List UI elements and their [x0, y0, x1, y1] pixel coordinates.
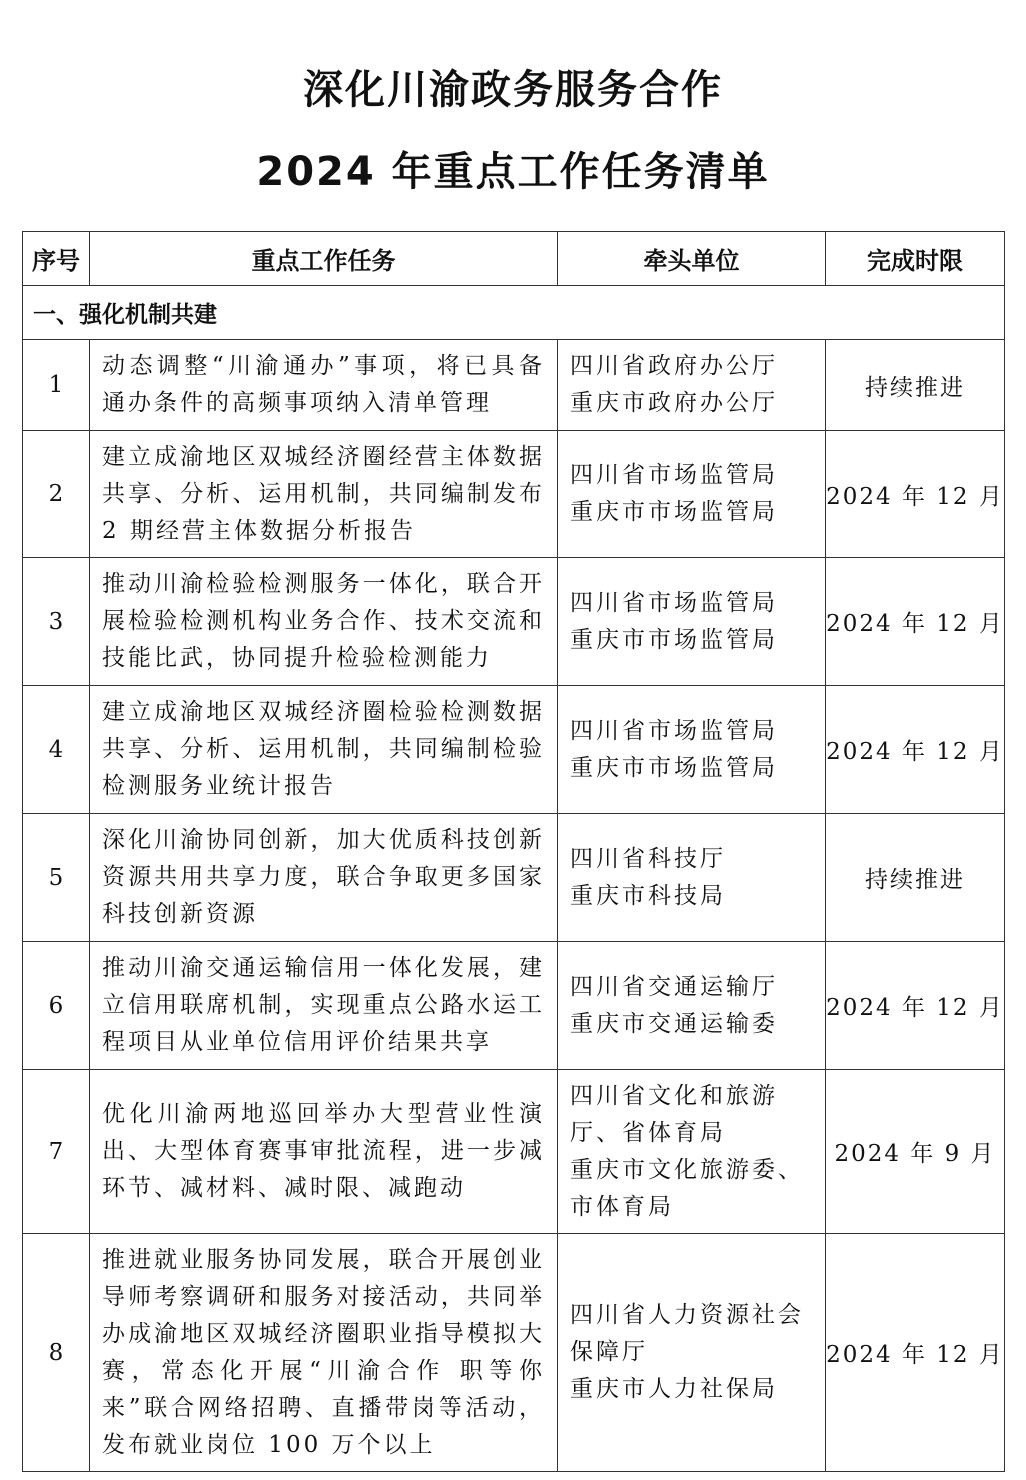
- lead-unit-line: 重庆市政府办公厅: [570, 390, 778, 416]
- row-deadline: 2024 年 12 月: [826, 431, 1005, 558]
- row-task: 建立成渝地区双城经济圈经营主体数据共享、分析、运用机制，共同编制发布 2 期经营主体数据分析报告: [90, 431, 558, 558]
- table-header-row: [23, 232, 1005, 286]
- table-row: [23, 431, 1005, 558]
- row-deadline: 2024 年 12 月: [826, 558, 1005, 686]
- lead-unit-line: 四川省文化和旅游厅、省体育局: [570, 1082, 778, 1146]
- row-lead-unit: [558, 340, 826, 431]
- row-number: 7: [23, 1070, 90, 1234]
- row-number: 4: [23, 686, 90, 814]
- row-deadline: 2024 年 12 月: [826, 942, 1005, 1070]
- lead-unit-line: 四川省市场监管局: [570, 462, 778, 488]
- row-number: 6: [23, 942, 90, 1070]
- row-number: 3: [23, 558, 90, 686]
- header-task: 重点工作任务: [90, 232, 558, 286]
- lead-unit-line: 四川省市场监管局: [570, 717, 778, 744]
- row-lead-unit: [558, 431, 826, 558]
- row-lead-unit: [558, 942, 826, 1070]
- row-task: 推动川渝检验检测服务一体化，联合开展检验检测机构业务合作、技术交流和技能比武，协同提升检验检测能力: [90, 558, 558, 686]
- row-task: 深化川渝协同创新，加大优质科技创新资源共用共享力度，联合争取更多国家科技创新资源: [90, 814, 558, 942]
- page-title-line-1: 深化川渝政务服务合作: [303, 67, 723, 113]
- section-row: [23, 286, 1005, 340]
- section-title: 一、强化机制共建: [23, 286, 1005, 340]
- page-title-line-2: 2024 年重点工作任务清单: [256, 149, 770, 195]
- table-row: [23, 1234, 1005, 1472]
- row-number: 8: [23, 1234, 90, 1472]
- lead-unit-line: 重庆市市场监管局: [570, 626, 778, 653]
- lead-unit-line: 重庆市交通运输委: [570, 1010, 778, 1037]
- row-number: 5: [23, 814, 90, 942]
- lead-unit-line: 重庆市人力社保局: [570, 1376, 778, 1402]
- header-number: 序号: [23, 232, 90, 286]
- header-lead-unit: 牵头单位: [558, 232, 826, 286]
- row-task: 推进就业服务协同发展，联合开展创业导师考察调研和服务对接活动，共同举办成渝地区双城经济圈职业指导模拟大赛，常态化开展“川渝合作 职等你来”联合网络招聘、直播带岗等活动，发布就业岗位 100 万个以上: [90, 1234, 558, 1472]
- lead-unit-line: 四川省市场监管局: [570, 589, 778, 616]
- lead-unit-line: 重庆市市场监管局: [570, 499, 778, 525]
- row-lead-unit: [558, 1070, 826, 1234]
- row-number: 1: [23, 340, 90, 431]
- row-task: 推动川渝交通运输信用一体化发展，建立信用联席机制，实现重点公路水运工程项目从业单位信用评价结果共享: [90, 942, 558, 1070]
- row-deadline: 2024 年 12 月: [826, 686, 1005, 814]
- lead-unit-line: 重庆市文化旅游委、市体育局: [570, 1156, 804, 1220]
- header-deadline: 完成时限: [826, 232, 1005, 286]
- lead-unit-line: 重庆市科技局: [570, 882, 726, 909]
- lead-unit-line: 重庆市市场监管局: [570, 754, 778, 781]
- task-table: [22, 231, 1005, 1472]
- row-deadline: 2024 年 9 月: [826, 1070, 1005, 1234]
- lead-unit-line: 四川省人力资源社会保障厅: [570, 1302, 804, 1365]
- table-row: [23, 942, 1005, 1070]
- table-row: [23, 340, 1005, 431]
- row-lead-unit: [558, 814, 826, 942]
- row-lead-unit: [558, 1234, 826, 1472]
- lead-unit-line: 四川省交通运输厅: [570, 973, 778, 1000]
- row-task: 动态调整“川渝通办”事项，将已具备通办条件的高频事项纳入清单管理: [90, 340, 558, 431]
- table-row: [23, 814, 1005, 942]
- row-deadline: 持续推进: [826, 340, 1005, 431]
- row-task: 建立成渝地区双城经济圈检验检测数据共享、分析、运用机制，共同编制检验检测服务业统计报告: [90, 686, 558, 814]
- lead-unit-line: 四川省科技厅: [570, 845, 726, 872]
- row-number: 2: [23, 431, 90, 558]
- row-lead-unit: [558, 558, 826, 686]
- lead-unit-line: 四川省政府办公厅: [570, 353, 778, 379]
- table-row: [23, 558, 1005, 686]
- table-row: [23, 1070, 1005, 1234]
- row-deadline: 2024 年 12 月: [826, 1234, 1005, 1472]
- table-row: [23, 686, 1005, 814]
- row-task: 优化川渝两地巡回举办大型营业性演出、大型体育赛事审批流程，进一步减环节、减材料、减时限、减跑动: [90, 1070, 558, 1234]
- row-lead-unit: [558, 686, 826, 814]
- row-deadline: 持续推进: [826, 814, 1005, 942]
